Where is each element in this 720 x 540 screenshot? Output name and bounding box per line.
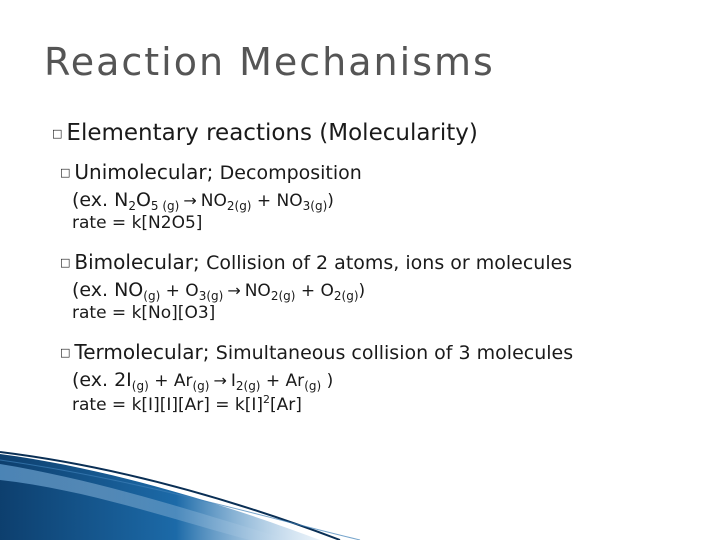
- eq-subscript: 2(g): [333, 289, 359, 303]
- bullet-elementary-reactions: [52, 120, 478, 146]
- eq-text: + Ar: [265, 371, 305, 391]
- eq-subscript: (g): [304, 379, 322, 393]
- eq-subscript: 2: [128, 199, 136, 213]
- eq-text: + O: [165, 281, 199, 301]
- equation-bimolecular: [72, 280, 365, 304]
- eq-text: ): [358, 281, 366, 301]
- equation-termolecular: [72, 370, 333, 394]
- eq-text: NO: [200, 191, 227, 211]
- eq-text: ): [326, 371, 334, 391]
- checkbox-bullet-icon: □: [60, 346, 71, 359]
- eq-subscript: (g): [192, 379, 210, 393]
- equation-unimolecular: [72, 190, 334, 214]
- item-label: Termolecular;: [74, 340, 210, 364]
- eq-text: (ex. NO: [72, 279, 144, 301]
- rate-text: rate = k[I][I][Ar] = k[I]: [72, 395, 264, 415]
- arrow-right-icon: →: [183, 191, 197, 210]
- eq-subscript: 5 (g): [150, 199, 180, 213]
- eq-text: + Ar: [154, 371, 193, 391]
- arrow-right-icon: →: [213, 371, 227, 390]
- checkbox-bullet-icon: □: [52, 127, 63, 140]
- rate-superscript: 2: [263, 393, 271, 406]
- eq-text: I: [230, 371, 236, 391]
- eq-subscript: 2(g): [235, 379, 261, 393]
- rate-text: [Ar]: [270, 395, 302, 415]
- bullet-bimolecular: [60, 250, 572, 274]
- eq-subscript: 2(g): [270, 289, 296, 303]
- item-label: Bimolecular;: [74, 250, 200, 274]
- eq-text: (ex. 2I: [72, 369, 132, 391]
- bullet-termolecular: [60, 340, 573, 364]
- rate-law-bimolecular: rate = k[No][O3]: [72, 303, 216, 323]
- item-description: Decomposition: [219, 162, 362, 184]
- checkbox-bullet-icon: □: [60, 166, 71, 179]
- heading-text: Elementary reactions (Molecularity): [66, 120, 478, 146]
- arrow-right-icon: →: [227, 281, 241, 300]
- eq-text: + NO: [256, 191, 303, 211]
- item-label: Unimolecular;: [74, 160, 214, 184]
- eq-subscript: (g): [143, 289, 161, 303]
- eq-text: NO: [244, 281, 271, 301]
- eq-text: + O: [300, 281, 334, 301]
- bullet-unimolecular: [60, 160, 362, 184]
- eq-text: (ex. N: [72, 189, 129, 211]
- eq-subscript: 3(g): [302, 199, 328, 213]
- checkbox-bullet-icon: □: [60, 256, 71, 269]
- swoosh-band-dark: [0, 454, 320, 540]
- slide-title: Reaction Mechanisms: [44, 40, 495, 84]
- rate-law-termolecular: [72, 394, 302, 416]
- item-description: Collision of 2 atoms, ions or molecules: [206, 252, 573, 274]
- rate-law-unimolecular: rate = k[N2O5]: [72, 213, 203, 233]
- eq-text: O: [135, 189, 151, 211]
- eq-subscript: (g): [131, 379, 149, 393]
- eq-text: ): [327, 191, 334, 211]
- eq-subscript: 2(g): [226, 199, 252, 213]
- decorative-swoosh: [0, 440, 720, 540]
- eq-subscript: 3(g): [198, 289, 224, 303]
- item-description: Simultaneous collision of 3 molecules: [215, 342, 574, 364]
